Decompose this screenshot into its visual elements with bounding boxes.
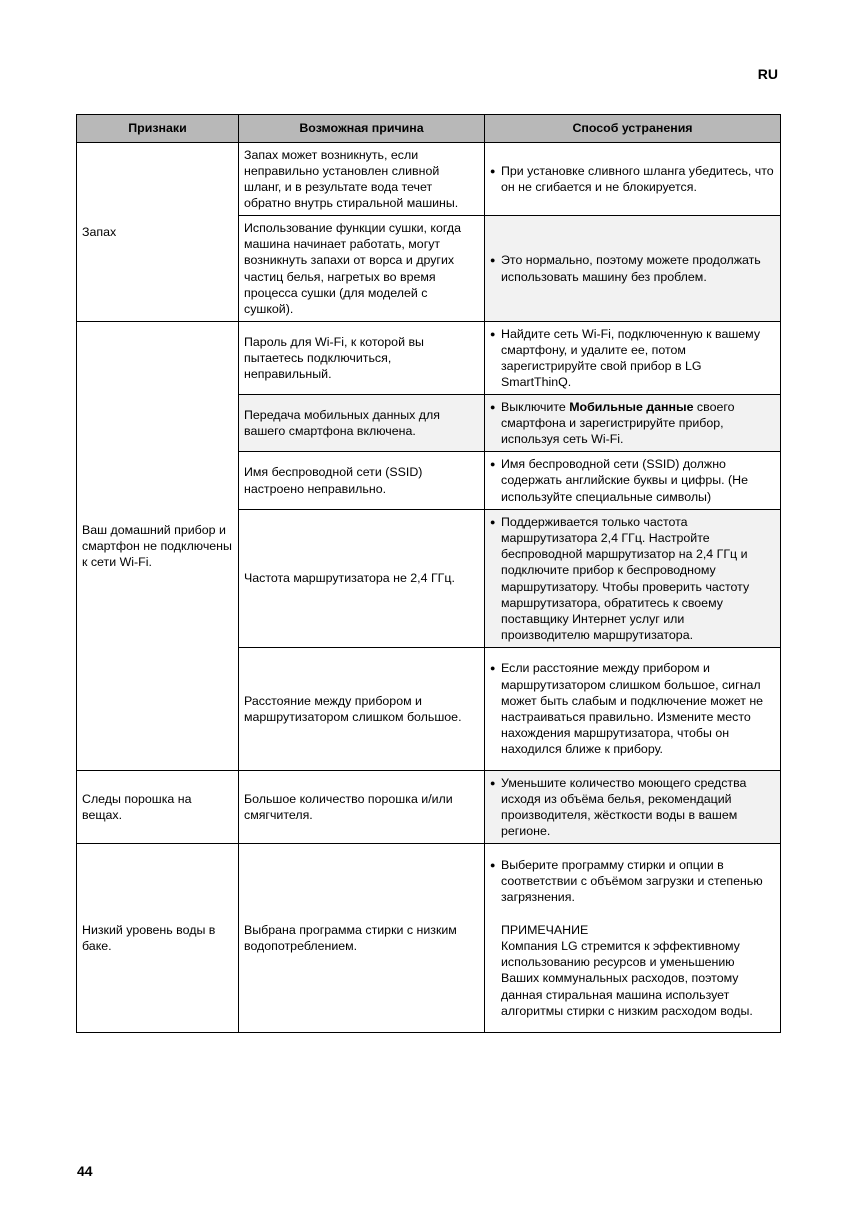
language-code: RU [757, 66, 778, 82]
solution-item: ● Поддерживается только частота маршрутизатора 2,4 ГГц. Настройте беспроводной маршрутизатор на 2,4 ГГц и подключите прибор к беспроводному маршрутизатору. Чтобы проверить частоту маршрутизатора, обратитесь к своему поставщику Интернет услуг или производителю маршрутизатора. [490, 514, 775, 644]
note-title: ПРИМЕЧАНИЕ [501, 922, 589, 937]
table-row [77, 844, 781, 1033]
page-number: 44 [77, 1163, 93, 1179]
solution-item: ● Выберите программу стирки и опции в соответствии с объёмом загрузки и степенью загрязнения. ПРИМЕЧАНИЕ Компания LG стремится к эффективному использованию ресурсов и уменьшению Ваших коммунальных расходов, поэтому данная стиральная машина использует алгоритмы стирки с низким расходом воды. [490, 857, 775, 1019]
header-possible-cause: Возможная причина [239, 115, 485, 143]
solution-cell [485, 322, 781, 395]
solution-cell [485, 216, 781, 322]
solution-cell [485, 395, 781, 452]
table-row [77, 143, 781, 216]
solution-item: ● Уменьшите количество моющего средства исходя из объёма белья, рекомендаций производителя, жёсткости воды в вашем регионе. [490, 775, 775, 840]
solution-cell [485, 510, 781, 648]
cause-cell: Расстояние между прибором и маршрутизатором слишком большое. [239, 648, 485, 771]
note-text: Компания LG стремится к эффективному использованию ресурсов и уменьшению Ваших коммунальных расходов, поэтому данная стиральная машина использует алгоритмы стирки с низким расходом воды. [501, 938, 753, 1018]
table-row [77, 771, 781, 844]
solution-item: ● Имя беспроводной сети (SSID) должно содержать английские буквы и цифры. (Не используйте специальные символы) [490, 456, 775, 505]
mobile-data-label: Мобильные данные [569, 399, 694, 414]
cause-cell: Выбрана программа стирки с низким водопотреблением. [239, 844, 485, 1033]
cause-cell: Передача мобильных данных для вашего смартфона включена. [239, 395, 485, 452]
solution-item: ● Это нормально, поэтому можете продолжать использовать машину без проблем. [490, 252, 775, 284]
troubleshooting-table [76, 114, 781, 1033]
solution-cell [485, 143, 781, 216]
cause-cell: Имя беспроводной сети (SSID) настроено неправильно. [239, 452, 485, 510]
solution-item: ● Выключите Мобильные данные своего смартфона и зарегистрируйте прибор, используя сеть Wi-Fi. [490, 399, 775, 448]
symptom-cell: Ваш домашний прибор и смартфон не подключены к сети Wi-Fi. [77, 322, 239, 771]
cause-cell: Пароль для Wi-Fi, к которой вы пытаетесь подключиться, неправильный. [239, 322, 485, 395]
header-symptoms: Признаки [77, 115, 239, 143]
cause-cell: Частота маршрутизатора не 2,4 ГГц. [239, 510, 485, 648]
solution-item: ● Если расстояние между прибором и маршрутизатором слишком большое, сигнал может быть слабым и подключение может не настраиваться правильно. Измените место нахождения маршрутизатора, чтобы он находился ближе к прибору. [490, 660, 775, 757]
solution-cell [485, 844, 781, 1033]
cause-cell: Запах может возникнуть, если неправильно установлен сливной шланг, и в результате вода течет обратно внутрь стиральной машины. [239, 143, 485, 216]
cause-cell: Использование функции сушки, когда машина начинает работать, могут возникнуть запахи от ворса и других частиц белья, нагретых во время процесса сушки (для моделей с сушкой). [239, 216, 485, 322]
symptom-cell: Запах [77, 143, 239, 322]
symptom-cell: Следы порошка на вещах. [77, 771, 239, 844]
solution-item: ● Найдите сеть Wi-Fi, подключенную к вашему смартфону, и удалите ее, потом зарегистрируйте свой прибор в LG SmartThinQ. [490, 326, 775, 391]
symptom-cell: Низкий уровень воды в баке. [77, 844, 239, 1033]
header-solution: Способ устранения [485, 115, 781, 143]
solution-cell [485, 452, 781, 510]
cause-cell: Большое количество порошка и/или смягчителя. [239, 771, 485, 844]
table-header-row [77, 115, 781, 143]
table-row [77, 322, 781, 395]
solution-cell [485, 648, 781, 771]
solution-cell [485, 771, 781, 844]
solution-item: ● При установке сливного шланга убедитесь, что он не сгибается и не блокируется. [490, 163, 775, 195]
